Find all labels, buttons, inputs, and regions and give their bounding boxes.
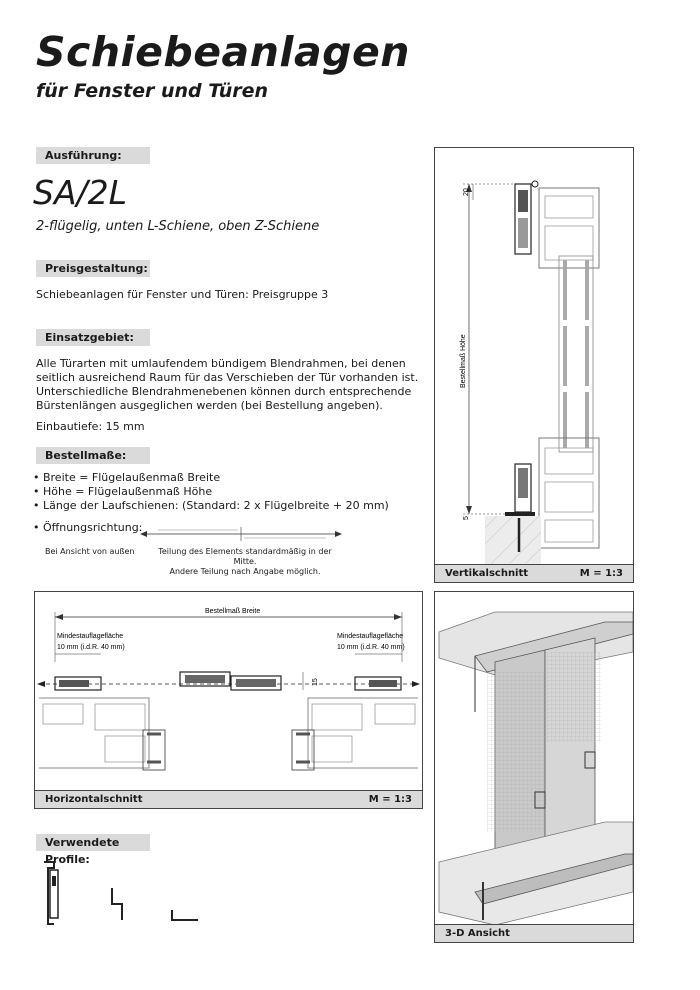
einsatz-line: Unterschiedliche Blendrahmenebenen können durch entsprechende [36,385,412,398]
horizontalschnitt-drawing [35,592,422,791]
dim-height-label: Bestellmaß Höhe [460,334,467,388]
horizontalschnitt-scale: M = 1:3 [368,794,412,805]
bestell-item: • Höhe = Flügelaußenmaß Höhe [33,485,213,498]
right-label-2: 10 mm (i.d.R. 40 mm) [337,644,405,651]
dim-15-label: 15 [312,678,319,686]
teilung-line-1: Teilung des Elements standardmäßig in der Mitte. [158,547,332,566]
oeffnung-label: • Öffnungsrichtung: [33,521,143,534]
panel-3d-ansicht [434,591,634,943]
horizontalschnitt-caption-bar [35,790,422,808]
section-label-einsatz: Einsatzgebiet: [36,329,150,346]
ansicht-text: Bei Ansicht von außen [45,547,135,556]
profile-flat [172,910,198,920]
profile-l-schiene [112,888,122,920]
einbautiefe-text: Einbautiefe: 15 mm [36,420,145,433]
model-description: 2-flügelig, unten L-Schiene, oben Z-Schiene [36,219,320,234]
preis-text: Schiebeanlagen für Fenster und Türen: Preisgruppe 3 [36,288,329,301]
left-label-2: 10 mm (i.d.R. 40 mm) [57,644,125,651]
teilung-text [150,547,340,577]
bestell-item: • Länge der Laufschienen: (Standard: 2 x Flügelbreite + 20 mm) [33,499,389,512]
profile-z-schiene [44,862,58,924]
section-label-ausfuehrung: Ausführung: [36,147,150,164]
einsatz-line: Bürstenlängen ausgeglichen werden (bei Bestellung angeben). [36,399,383,412]
3d-ansicht-caption-bar [435,924,633,942]
bestell-list [33,471,389,513]
left-label-1: Mindestauflagefläche [57,633,124,640]
page-subtitle: für Fenster und Türen [36,80,269,102]
section-label-profile: Verwendete Profile: [36,834,150,851]
teilung-line-2: Andere Teilung nach Angabe möglich. [169,567,321,576]
3d-ansicht-caption: 3-D Ansicht [445,928,510,939]
profile-drawings [36,858,206,928]
panel-horizontalschnitt [34,591,423,809]
bestell-item: • Breite = Flügelaußenmaß Breite [33,471,221,484]
section-label-preis: Preisgestaltung: [36,260,150,277]
section-label-bestell: Bestellmaße: [36,447,150,464]
vertikalschnitt-drawing [435,148,633,565]
einsatz-text [36,357,418,413]
horizontalschnitt-caption: Horizontalschnitt [45,794,143,805]
dim-width-label: Bestellmaß Breite [205,608,261,615]
right-label-1: Mindestauflagefläche [337,633,404,640]
3d-ansicht-drawing [435,592,633,925]
vertikalschnitt-caption: Vertikalschnitt [445,568,529,579]
oeffnung-diagram [138,524,348,544]
page-title: Schiebeanlagen [36,28,410,76]
vertikalschnitt-scale: M = 1:3 [579,568,623,579]
model-name: SA/2L [33,173,128,212]
dim-top-label: 20 [463,188,470,196]
dim-bottom-label: 5 [463,516,470,520]
vertikalschnitt-caption-bar [435,564,633,582]
einsatz-line: Alle Türarten mit umlaufendem bündigem Blendrahmen, bei denen [36,357,406,370]
panel-vertikalschnitt [434,147,634,583]
einsatz-line: seitlich ausreichend Raum für das Verschieben der Tür vorhanden ist. [36,371,419,384]
